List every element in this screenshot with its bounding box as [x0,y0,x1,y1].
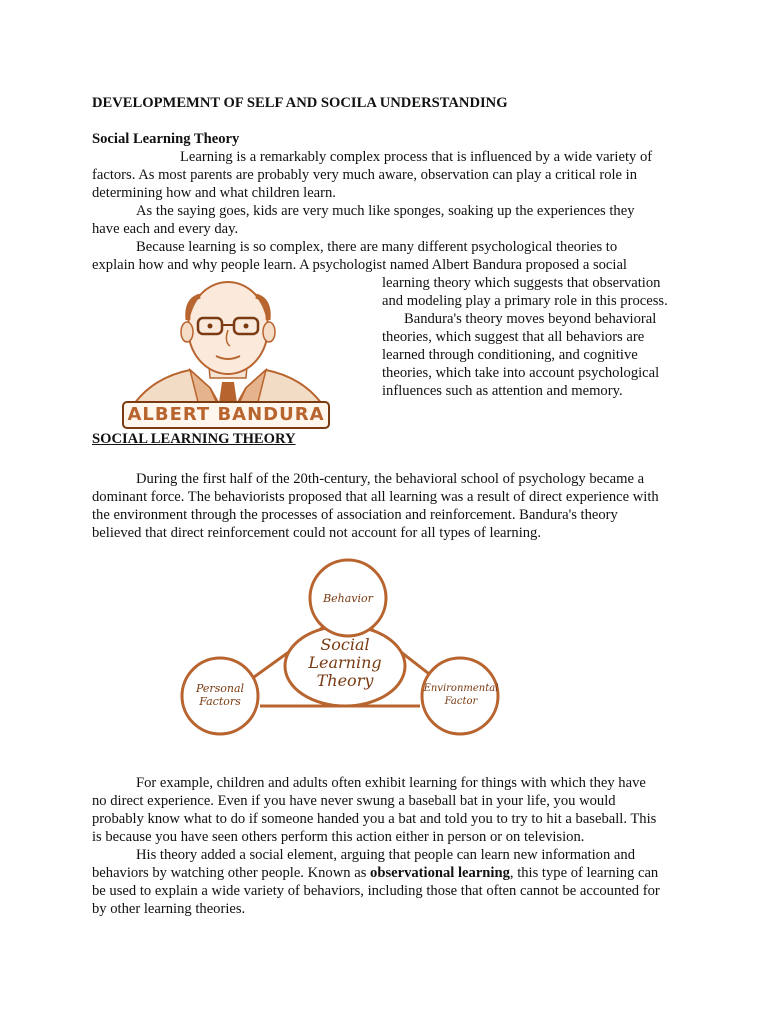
node-label-line: Factor [444,696,478,707]
paragraph-line: For example, children and adults often exhibit learning for things with which they have [136,775,646,791]
node-label-line: Personal [195,682,245,695]
center-label-line: Theory [316,671,374,690]
portrait-caption: ALBERT BANDURA [127,404,325,425]
node-label-line: Environmental [423,683,499,694]
section-heading-social-learning: Social Learning Theory [92,131,240,147]
paragraph-line: have each and every day. [92,221,239,237]
paragraph-line: theories, which suggest that all behaviors are [382,329,645,345]
paragraph-line: is because you have seen others perform this action either in person or on television. [92,829,585,845]
paragraph-line: During the first half of the 20th-century, the behavioral school of psychology became a [136,471,645,487]
inline-text: , this type of learning can [509,865,659,881]
paragraph-line: be used to explain a wide variety of behaviors, including those that often cannot be accounted for [92,883,660,899]
paragraph-line: Because learning is so complex, there are many different psychological theories to [136,239,618,255]
paragraph-line: no direct experience. Even if you have never swung a baseball bat in your life, you would [92,793,616,809]
inline-text: behaviors by watching other people. Known as [92,865,371,881]
paragraph-line: As the saying goes, kids are very much like sponges, soaking up the experiences they [136,203,635,219]
paragraph-line: determining how and what children learn. [92,185,336,201]
diagram-node-behavior: Behavior [323,592,373,605]
albert-bandura-portrait [120,270,335,430]
diagram-node-environmental-factor [420,682,502,708]
paragraph-line: factors. As most parents are probably very much aware, observation can play a critical role in [92,167,638,183]
paragraph-line: by other learning theories. [92,901,246,917]
node-label-line: Factors [199,695,241,708]
diagram-center-label [285,636,405,690]
paragraph-line: learning theory which suggests that observation [382,275,661,291]
paragraph-line: explain how and why people learn. A psychologist named Albert Bandura proposed a social [92,257,627,273]
document-title: DEVELOPMEMNT OF SELF AND SOCILA UNDERSTANDING [92,95,508,111]
social-learning-diagram [175,548,515,753]
center-label-line: Learning [308,653,382,672]
paragraph-line: and modeling play a primary role in this process. [382,293,668,309]
section-heading-social-learning-theory: SOCIAL LEARNING THEORY [92,431,296,447]
paragraph-line: probably know what to do if someone handed you a bat and told you to try to hit a baseball. This [92,811,657,827]
paragraph-line: believed that direct reinforcement could not account for all types of learning. [92,525,541,541]
center-label-line: Social [320,635,370,654]
paragraph-line: learned through conditioning, and cognitive [382,347,638,363]
paragraph-line: Bandura's theory moves beyond behavioral [404,311,657,327]
paragraph-line: the environment through the processes of association and reinforcement. Bandura's theory [92,507,618,523]
paragraph-line: Learning is a remarkably complex process that is influenced by a wide variety of [180,149,653,165]
paragraph-line: influences such as attention and memory. [382,383,623,399]
paragraph-line: dominant force. The behaviorists proposed that all learning was a result of direct experience with [92,489,659,505]
emphasis-observational-learning: observational learning [370,865,510,881]
diagram-node-personal-factors [182,682,258,708]
paragraph-line [92,864,658,882]
paragraph-line: His theory added a social element, arguing that people can learn new information and [136,847,635,863]
paragraph-line: theories, which take into account psychological [382,365,660,381]
